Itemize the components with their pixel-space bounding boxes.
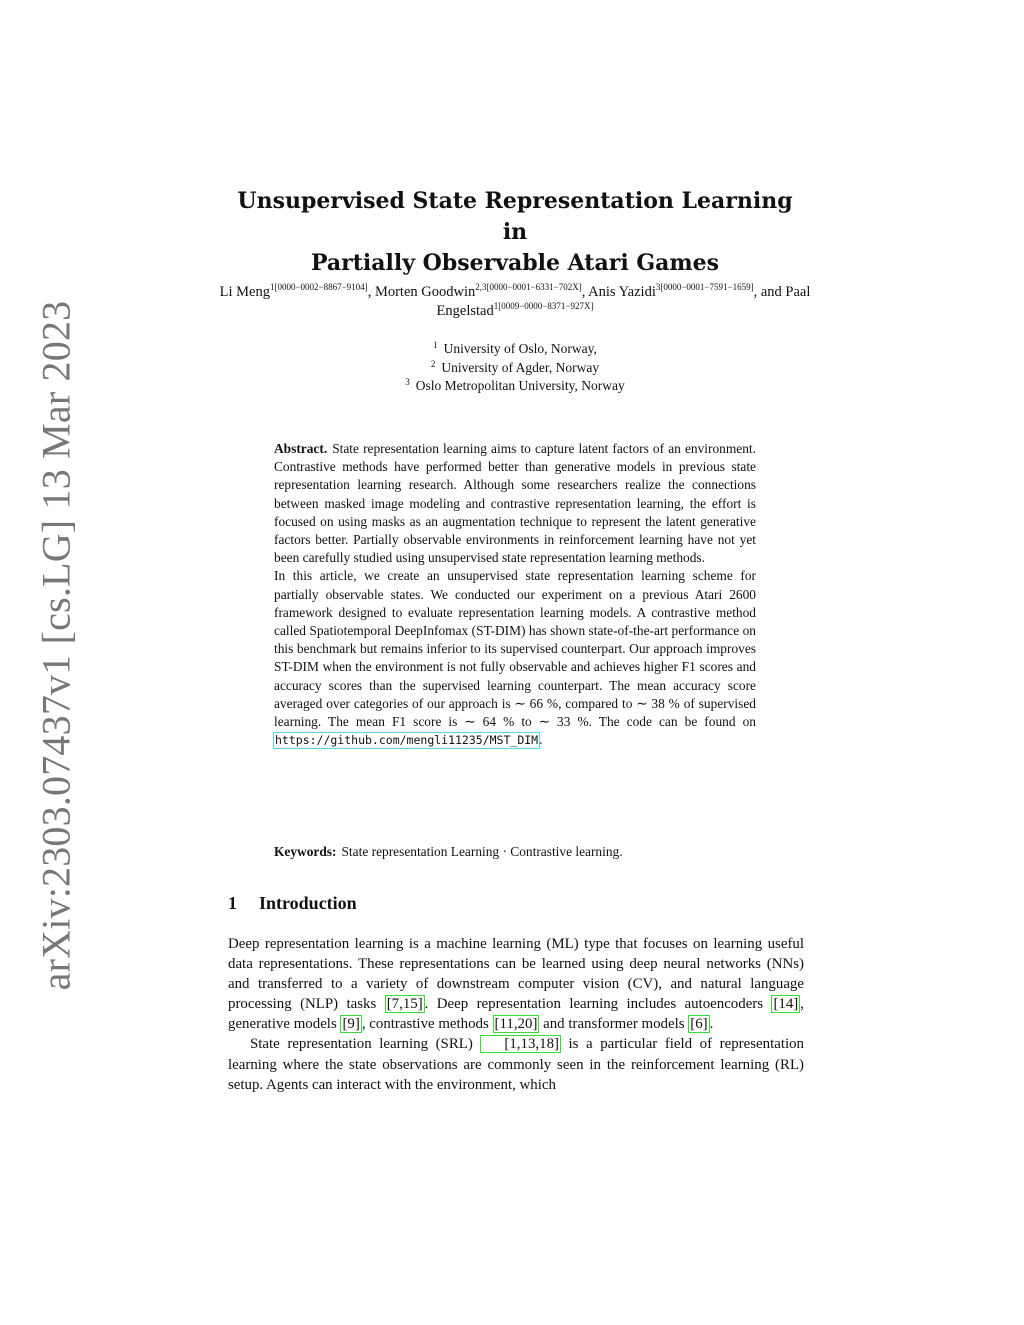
section-heading-introduction: [228, 893, 357, 914]
author-name: Li Meng: [219, 284, 270, 300]
author-name: Paal Engelstad: [436, 284, 811, 319]
intro-text: State representation learning (SRL): [250, 1036, 481, 1053]
intro-text: and transformer models: [539, 1016, 689, 1033]
title-line-2: Partially Observable Atari Games: [310, 250, 720, 276]
author-name: Morten Goodwin: [374, 284, 476, 300]
keywords-label: Keywords:: [274, 844, 337, 859]
title-line-1: Unsupervised State Representation Learning in: [237, 188, 793, 245]
affiliation-item: [230, 340, 800, 359]
author-separator: , and: [753, 284, 786, 300]
affiliation-number: 2: [430, 358, 436, 369]
abstract: [274, 440, 756, 749]
code-repository-link[interactable]: https://github.com/mengli11235/MST_DIM: [275, 733, 539, 748]
abstract-label: Abstract.: [274, 441, 328, 456]
author-name: Anis Yazidi: [588, 284, 656, 300]
affiliations: [230, 340, 800, 396]
author-orcid: 2,3[0000−0001−6331−702X]: [475, 282, 582, 292]
citation-link[interactable]: [14]: [773, 996, 799, 1013]
keywords-text: State representation Learning · Contrastive learning.: [341, 844, 623, 859]
citation-link[interactable]: [9]: [342, 1016, 360, 1033]
section-title: Introduction: [259, 893, 357, 913]
affiliation-text: University of Oslo, Norway,: [443, 341, 597, 356]
section-number: 1: [228, 893, 237, 913]
abstract-text-1: State representation learning aims to capture latent factors of an environment. Contrastive methods have performed better than generative models in previous state representation learning research. Although some researchers realize the connections between masked image modeling and contrastive representation learning, the effort is focused on using masks as an augmentation technique to represent the latent generative factors better. Partially observable environments in reinforcement learning have not yet been carefully studied using unsupervised state representation learning methods.: [274, 441, 756, 566]
citation-link[interactable]: [7,15]: [386, 996, 423, 1013]
abstract-paragraph-1: [274, 440, 756, 567]
affiliation-number: 1: [433, 340, 438, 350]
intro-text: , contrastive methods: [361, 1016, 493, 1033]
intro-paragraph-1: [228, 934, 804, 1034]
arxiv-identifier: arXiv:2303.07437v1 [cs.LG] 13 Mar 2023: [33, 300, 79, 990]
author-list: [210, 283, 820, 321]
keywords: [274, 843, 756, 861]
affiliation-item: [230, 377, 800, 396]
author-orcid: 1[0009−0000−8371−927X]: [493, 301, 594, 311]
affiliation-text: Oslo Metropolitan University, Norway: [415, 378, 625, 393]
intro-text: Deep representation learning is a machine learning (ML) type that focuses on learning useful data representations. These representations can be learned using deep neural networks (NNs) and transferred to a variety of downstream computer vision (CV), and natural language processing (NLP) tasks: [228, 936, 804, 1013]
affiliation-text: University of Agder, Norway: [441, 359, 600, 375]
abstract-paragraph-2: In this article, we create an unsupervised state representation learning scheme for partially observable states. We conducted our experiment on a previous Atari 2600 framework designed to evaluate representation learning models. A contrastive method called Spatiotemporal DeepInfomax (ST-DIM) has shown state-of-the-art performance on this benchmark but remains inferior to its supervised counterpart. Our approach improves ST-DIM when the environment is not fully observable and achieves higher F1 scores and accuracy scores than the supervised learning counterpart. The mean accuracy score averaged over categories of our approach is ∼ 66 %, compared to ∼ 38 % of supervised learning. The mean F1 score is ∼ 64 % to ∼ 33 %. The code can be found on https://github.com/mengli11235/MST_DIM.: [274, 568, 756, 748]
author-separator: ,: [581, 284, 589, 300]
citation-link[interactable]: [1,13,18]: [481, 1036, 560, 1052]
intro-text: is a particular field of representation learning where the state observations are commonly seen in the reinforcement learning (RL) setup. Agents can interact with the environment, which: [228, 1036, 804, 1093]
intro-text: .: [709, 1016, 714, 1033]
affiliation-item: [230, 359, 800, 378]
intro-text: , generative models: [228, 996, 804, 1033]
author-orcid: 1[0000−0002−8867−9104]: [269, 282, 368, 292]
arxiv-sidebar: [28, 300, 84, 990]
author-orcid: 3[0000−0001−7591−1659]: [655, 282, 754, 292]
citation-link[interactable]: [6]: [690, 1016, 708, 1033]
intro-text: . Deep representation learning includes autoencoders: [424, 996, 772, 1013]
affiliation-number: 3: [405, 377, 410, 387]
author-separator: ,: [367, 284, 375, 300]
abstract-text-2: In this article, we create an unsupervised state representation learning scheme for partially observable states. We conducted our experiment on a previous Atari 2600 framework designed to evaluate representation learning models. A contrastive method called Spatiotemporal DeepInfomax (ST-DIM) has shown state-of-the-art performance on this benchmark but remains inferior to its supervised counterpart. Our approach improves ST-DIM when the environment is not fully observable and achieves higher F1 scores and accuracy scores than the supervised learning counterpart. The mean accuracy score averaged over categories of our approach is ∼ 66 %, compared to ∼ 38 % of supervised learning. The mean F1 score is ∼ 64 % to ∼ 33 %. The code can be found on: [274, 568, 756, 730]
citation-link[interactable]: [11,20]: [494, 1016, 538, 1033]
introduction-body: [228, 934, 804, 1095]
intro-paragraph-2: [228, 1034, 804, 1094]
paper-title: [228, 186, 802, 279]
